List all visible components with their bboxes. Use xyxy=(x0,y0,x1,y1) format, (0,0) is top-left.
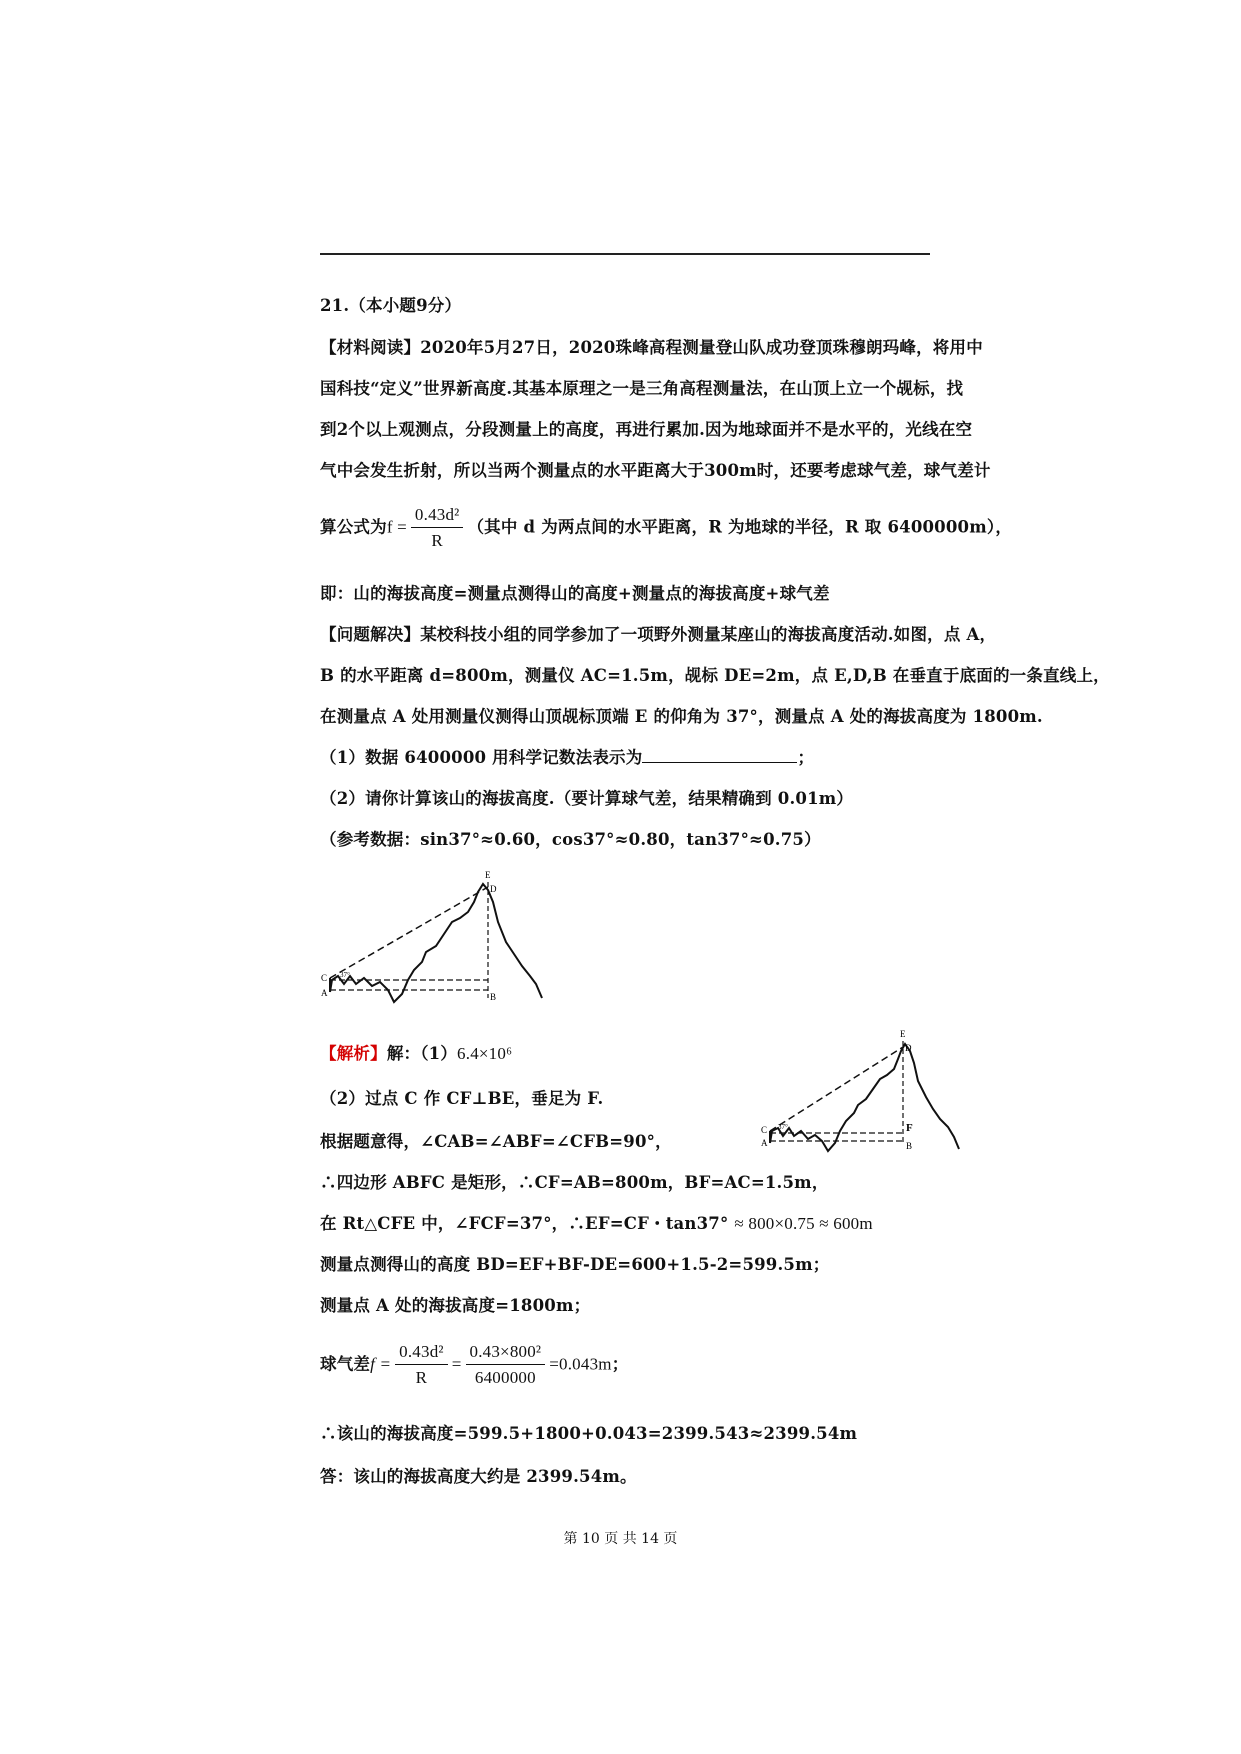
formula-fraction xyxy=(411,505,464,551)
formula-f: f = xyxy=(386,517,407,537)
label-E: E xyxy=(485,870,491,880)
solution-8-f: f = xyxy=(370,1354,392,1374)
mountain-outline-2 xyxy=(770,1044,959,1151)
formula-prefix: 算公式为 xyxy=(320,517,387,537)
mountain-outline xyxy=(330,884,542,1002)
problem-line-2: B 的水平距离 d=800m，测量仪 AC=1.5m，觇标 DE=2m，点 E,D,B 在垂直于底面的一条直线上， xyxy=(320,666,1110,685)
label-A-2: A xyxy=(761,1138,768,1148)
relation-line: 即：山的海拔高度=测量点测得山的高度+测量点的海拔高度+球气差 xyxy=(320,584,830,603)
reference-data: （参考数据：sin37°≈0.60，cos37°≈0.80，tan37°≈0.75） xyxy=(320,830,821,849)
solution-line-4: ∴四边形 ABFC 是矩形，∴CF=AB=800m，BF=AC=1.5m， xyxy=(320,1173,829,1192)
problem-text-1: 某校科技小组的同学参加了一项野外测量某座山的海拔高度活动.如图，点 A， xyxy=(420,625,997,644)
formula-denominator: R xyxy=(431,531,443,550)
solution-8-fraction-1 xyxy=(395,1342,448,1388)
label-A: A xyxy=(321,988,328,998)
label-B: B xyxy=(490,992,497,1002)
question-2: （2）请你计算该山的海拔高度.（要计算球气差，结果精确到 0.01m） xyxy=(320,789,854,808)
solution-1-value: 6.4×10⁶ xyxy=(457,1044,513,1063)
solution-8-fraction-2 xyxy=(466,1342,546,1388)
label-B-2: B xyxy=(906,1141,913,1151)
material-text-1: 2020年5月27日，2020珠峰高程测量登山队成功登顶珠穆朗玛峰，将用中 xyxy=(420,338,983,357)
question-1-text: （1）数据 6400000 用科学记数法表示为 xyxy=(320,748,643,767)
solution-line-7: 测量点 A 处的海拔高度=1800m； xyxy=(320,1296,591,1315)
label-F-2: F xyxy=(906,1122,913,1134)
problem-label: 【问题解决】 xyxy=(320,625,421,644)
solution-8-prefix: 球气差 xyxy=(320,1354,371,1374)
fraction-1-denominator: R xyxy=(415,1368,428,1387)
solution-line-6: 测量点测得山的高度 BD=EF+BF-DE=600+1.5-2=599.5m； xyxy=(320,1255,830,1274)
solution-line-3: 根据题意得，∠CAB=∠ABF=∠CFB=90°， xyxy=(320,1132,672,1151)
solution-5-calc: ≈ 800×0.75 ≈ 600m xyxy=(734,1214,873,1233)
solution-line-2: （2）过点 C 作 CF⊥BE，垂足为 F. xyxy=(320,1089,604,1108)
label-D-2: D xyxy=(905,1043,912,1053)
problem-heading: 21.（本小题9分） xyxy=(320,296,462,315)
solution-line-10: 答：该山的海拔高度大约是 2399.54m。 xyxy=(320,1467,637,1486)
solution-line-5 xyxy=(320,1210,873,1234)
fraction-1-numerator: 0.43d² xyxy=(395,1342,448,1365)
problem-line-1 xyxy=(320,621,996,645)
solution-1-prefix: 解：（1） xyxy=(386,1044,458,1063)
solution-8-eq: = xyxy=(451,1354,462,1374)
label-C: C xyxy=(321,973,328,983)
formula-suffix: （其中 d 为两点间的水平距离，R 为地球的半径，R 取 6400000m）， xyxy=(467,517,1013,537)
answer-blank xyxy=(642,748,797,763)
material-line-1 xyxy=(320,334,983,358)
material-label: 【材料阅读】 xyxy=(320,338,421,357)
material-line-3: 到2个以上观测点，分段测量上的高度，再进行累加.因为地球面并不是水平的，光线在空 xyxy=(320,420,973,439)
solution-8-end: ； xyxy=(611,1354,629,1374)
header-rule xyxy=(320,253,930,255)
label-C-2: C xyxy=(761,1125,768,1135)
solution-line-8 xyxy=(320,1342,628,1388)
sight-line xyxy=(330,887,488,978)
label-angle: 37° xyxy=(340,971,350,979)
material-line-4: 气中会发生折射，所以当两个测量点的水平距离大于300m时，还要考虑球气差，球气差计 xyxy=(320,461,991,480)
page-footer: 第 10 页 共 14 页 xyxy=(563,1531,678,1547)
label-D: D xyxy=(490,884,497,894)
mountain-figure-1 xyxy=(318,862,558,1012)
formula-numerator: 0.43d² xyxy=(411,505,464,528)
fraction-2-denominator: 6400000 xyxy=(474,1368,536,1387)
solution-5-text: 在 Rt△CFE 中，∠FCF=37°，∴EF=CF・tan37° xyxy=(320,1214,729,1233)
question-1-end: ； xyxy=(797,748,815,767)
problem-line-3: 在测量点 A 处用测量仪测得山顶觇标顶端 E 的仰角为 37°，测量点 A 处的海拔高度为 1800m. xyxy=(320,707,1043,726)
solution-line-1 xyxy=(320,1040,512,1064)
mountain-figure-2 xyxy=(758,1025,963,1155)
sight-line-2 xyxy=(770,1047,903,1131)
formula-line xyxy=(320,505,1012,551)
question-1 xyxy=(320,744,814,768)
solution-label: 【解析】 xyxy=(320,1044,387,1063)
fraction-2-numerator: 0.43×800² xyxy=(466,1342,546,1365)
solution-8-result: =0.043m xyxy=(549,1354,612,1374)
solution-line-9: ∴该山的海拔高度=599.5+1800+0.043=2399.543≈2399.54m xyxy=(320,1424,858,1443)
label-angle-2: 37° xyxy=(778,1123,788,1131)
label-E-2: E xyxy=(900,1029,906,1039)
material-line-2: 国科技“定义”世界新高度.其基本原理之一是三角高程测量法，在山顶上立一个觇标，找 xyxy=(320,379,964,398)
